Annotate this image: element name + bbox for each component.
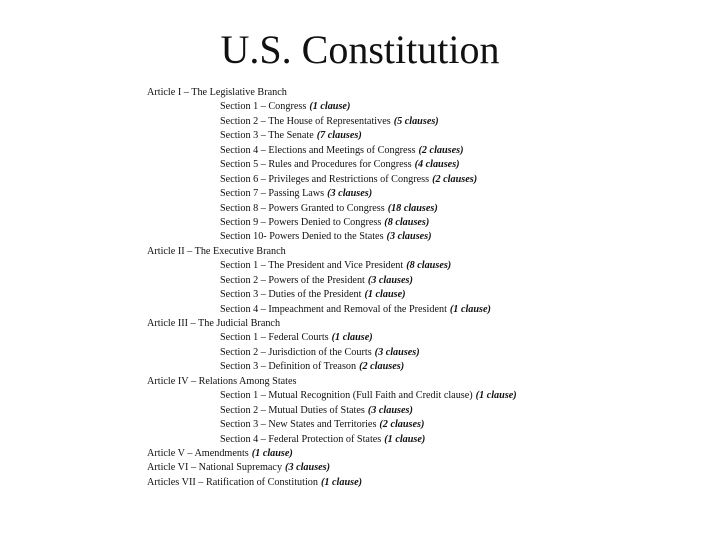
section-item bbox=[147, 230, 517, 244]
article-text: Article III – The Judicial Branch bbox=[147, 318, 281, 329]
section-text: Section 1 – Federal Courts bbox=[220, 332, 329, 344]
section-item bbox=[147, 115, 517, 129]
clause-count: (2 clauses) bbox=[379, 419, 425, 431]
article-text: Article V – Amendments bbox=[147, 447, 249, 459]
section-item bbox=[147, 216, 517, 230]
clause-count: (4 clauses) bbox=[414, 159, 460, 171]
page-title: U.S. Constitution bbox=[220, 27, 500, 72]
section-text: Section 3 – Duties of the President bbox=[220, 289, 362, 301]
section-item bbox=[147, 418, 517, 432]
clause-count: (1 clause) bbox=[251, 447, 293, 459]
section-text: Section 3 – New States and Territories bbox=[220, 419, 377, 431]
clause-count: (1 clause) bbox=[475, 390, 517, 402]
clause-count: (1 clause) bbox=[364, 289, 406, 301]
clause-count: (5 clauses) bbox=[393, 115, 439, 127]
section-item bbox=[147, 129, 517, 143]
constitution-outline bbox=[147, 86, 517, 490]
section-item bbox=[147, 259, 517, 273]
section-item bbox=[147, 173, 517, 187]
section-item bbox=[147, 389, 517, 403]
article-heading bbox=[147, 461, 517, 475]
section-text: Section 7 – Passing Laws bbox=[220, 188, 325, 200]
article-heading bbox=[147, 245, 517, 259]
section-item bbox=[147, 346, 517, 360]
article-text: Articles VII – Ratification of Constitution bbox=[147, 476, 318, 488]
section-text: Section 4 – Federal Protection of States bbox=[220, 433, 382, 445]
clause-count: (1 clause) bbox=[449, 303, 491, 315]
clause-count: (3 clauses) bbox=[367, 404, 413, 416]
clause-count: (18 clauses) bbox=[387, 202, 438, 214]
article-heading bbox=[147, 447, 517, 461]
clause-count: (2 clauses) bbox=[432, 173, 478, 185]
section-item bbox=[147, 274, 517, 288]
section-item bbox=[147, 100, 517, 114]
clause-count: (1 clause) bbox=[331, 332, 373, 344]
section-text: Section 3 – Definition of Treason bbox=[220, 361, 357, 373]
section-text: Section 2 – The House of Representatives bbox=[220, 115, 391, 127]
section-item bbox=[147, 303, 517, 317]
section-text: Section 3 – The Senate bbox=[220, 130, 314, 142]
clause-count: (3 clauses) bbox=[386, 231, 432, 243]
clause-count: (1 clause) bbox=[309, 101, 351, 113]
section-item bbox=[147, 202, 517, 216]
article-text: Article IV – Relations Among States bbox=[147, 375, 297, 387]
clause-count: (1 clause) bbox=[321, 476, 363, 488]
clause-count: (2 clauses) bbox=[359, 361, 405, 373]
section-item bbox=[147, 360, 517, 374]
article-text: Article II – The Executive Branch bbox=[147, 245, 286, 257]
section-text: Section 10- Powers Denied to the States bbox=[220, 231, 384, 243]
article-heading bbox=[147, 86, 517, 100]
section-item bbox=[147, 187, 517, 201]
section-text: Section 5 – Rules and Procedures for Congress bbox=[220, 159, 412, 171]
section-item bbox=[147, 144, 517, 158]
clause-count: (8 clauses) bbox=[384, 216, 430, 228]
section-text: Section 1 – Mutual Recognition (Full Faith and Credit clause) bbox=[220, 390, 473, 402]
section-text: Section 8 – Powers Granted to Congress bbox=[220, 202, 385, 214]
clause-count: (7 clauses) bbox=[316, 130, 362, 142]
section-text: Section 9 – Powers Denied to Congress bbox=[220, 216, 382, 228]
section-text: Section 1 – Congress bbox=[220, 101, 307, 113]
section-text: Section 2 – Powers of the President bbox=[220, 274, 365, 286]
article-text: Article I – The Legislative Branch bbox=[147, 87, 287, 98]
clause-count: (1 clause) bbox=[384, 433, 426, 445]
section-text: Section 2 – Jurisdiction of the Courts bbox=[220, 346, 372, 358]
clause-count: (3 clauses) bbox=[285, 462, 331, 474]
section-item bbox=[147, 433, 517, 447]
clause-count: (3 clauses) bbox=[367, 274, 413, 286]
clause-count: (2 clauses) bbox=[418, 144, 464, 156]
article-heading bbox=[147, 317, 517, 331]
clause-count: (8 clauses) bbox=[406, 260, 452, 272]
section-item bbox=[147, 331, 517, 345]
section-text: Section 4 – Impeachment and Removal of the President bbox=[220, 303, 447, 315]
section-text: Section 2 – Mutual Duties of States bbox=[220, 404, 365, 416]
article-heading bbox=[147, 476, 517, 490]
section-text: Section 6 – Privileges and Restrictions of Congress bbox=[220, 173, 430, 185]
clause-count: (3 clauses) bbox=[374, 346, 420, 358]
section-item bbox=[147, 158, 517, 172]
article-heading bbox=[147, 375, 517, 389]
section-item bbox=[147, 288, 517, 302]
section-item bbox=[147, 404, 517, 418]
clause-count: (3 clauses) bbox=[327, 188, 373, 200]
section-text: Section 4 – Elections and Meetings of Congress bbox=[220, 144, 416, 156]
article-text: Article VI – National Supremacy bbox=[147, 462, 283, 474]
section-text: Section 1 – The President and Vice President bbox=[220, 260, 404, 272]
